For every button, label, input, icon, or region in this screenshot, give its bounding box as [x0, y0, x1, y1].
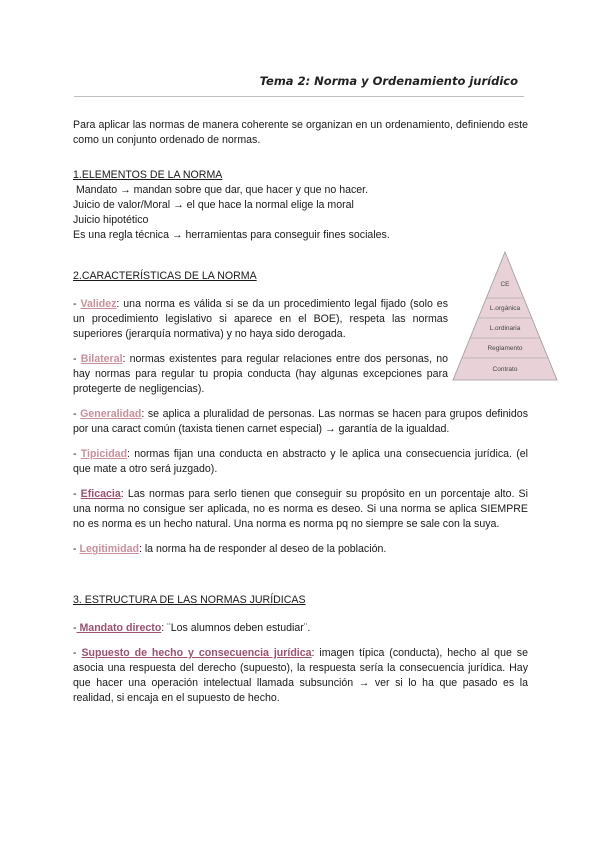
term-validez: Validez: [80, 298, 117, 310]
item-prefix: -: [73, 353, 81, 365]
term-supuesto-de-hecho: Supuesto de hecho y consecuencia jurídica: [81, 647, 312, 659]
characteristic-item: [73, 542, 528, 557]
characteristic-item: [73, 297, 448, 342]
section-3-title: 3. ESTRUCTURA DE LAS NORMAS JURÍDICAS: [73, 594, 306, 606]
term-bilateral: Bilateral: [80, 353, 123, 365]
pyramid-shape: [453, 252, 557, 380]
section-2-title: 2.CARACTERÍSTICAS DE LA NORMA: [73, 270, 257, 282]
characteristic-item: [73, 487, 528, 532]
structure-item: [73, 646, 528, 706]
term-eficacia: Eficacia: [80, 488, 121, 500]
item-text: : normas fijan una conducta en abstracto y le aplica una consecuencia jurídica. (el que mate a otro será juzgado).: [73, 448, 528, 475]
item-prefix: -: [73, 408, 81, 420]
document-body: [73, 118, 528, 706]
section-1-line: Mandato → mandan sobre que dar, que hacer y que no hacer.: [73, 184, 369, 196]
section-1-line: Es una regla técnica → herramientas para conseguir fines sociales.: [73, 229, 390, 241]
item-prefix: -: [73, 647, 82, 659]
item-text: : ¨Los alumnos deben estudiar¨.: [161, 622, 311, 634]
item-text: : normas existentes para regular relaciones entre dos personas, no hay normas para regular tu propia conducta (hay algunas excepciones para protegerte de negligencias).: [73, 353, 448, 395]
pyramid-level: CE: [500, 281, 510, 288]
item-text: : imagen típica (conducta), hecho al que se asocia una respuesta del derecho (supuesto), la respuesta sería la consecuencia jurídica. Hay que hacer una operación intelectual llamada subsunción → ver si lo ha que pasado es la realidad, si encaja en el supuesto de hecho.: [73, 647, 528, 704]
item-text: : se aplica a pluralidad de personas. Las normas se hacen para grupos definidos por una caract común (taxista tienen carnet especial) → garantía de la igualdad.: [73, 408, 528, 435]
item-prefix: -: [73, 543, 80, 555]
header-title: Tema 2: Norma y Ordenamiento jurídico: [259, 74, 518, 88]
item-text: : la norma ha de responder al deseo de la población.: [138, 543, 387, 555]
item-prefix: -: [73, 622, 77, 634]
item-prefix: -: [73, 298, 81, 310]
pyramid-level: L.ordinaria: [489, 325, 521, 332]
section-1-title: 1.ELEMENTOS DE LA NORMA: [73, 169, 223, 181]
intro-paragraph: Para aplicar las normas de manera coherente se organizan en un ordenamiento, definiendo este como un conjunto ordenado de normas.: [73, 119, 528, 146]
characteristic-item: [73, 447, 528, 477]
pyramid-level: Contrato: [492, 366, 518, 373]
structure-item: [73, 621, 528, 636]
item-prefix: -: [73, 448, 81, 460]
item-text: : una norma es válida si se da un procedimiento legal fijado (solo es un procedimiento legislativo si aparece en el BOE), respeta las normas superiores (jerarquía normativa) y no haya sido derogada.: [73, 298, 448, 340]
pyramid-level: L.orgánica: [489, 305, 521, 312]
term-mandato-directo: Mandato directo: [76, 622, 162, 634]
term-tipicidad: Tipicidad: [80, 448, 128, 460]
norm-hierarchy-pyramid: [450, 250, 560, 382]
item-text: : Las normas para serlo tienen que conseguir su propósito en un porcentaje alto. Si una norma no consigue ser aplicada, no es norma es deseo. Si una norma se aplica SIEMPRE no es norma es un hecho natural. Una norma es norma pq no siempre se sale con la suya.: [73, 488, 528, 530]
header-divider: [74, 96, 524, 97]
characteristic-item: [73, 407, 528, 437]
pyramid-level: Reglamento: [487, 345, 523, 352]
item-prefix: -: [73, 488, 81, 500]
characteristic-item: [73, 352, 448, 397]
section-1-line: Juicio hipotético: [73, 214, 149, 226]
term-generalidad: Generalidad: [80, 408, 142, 420]
term-legitimidad: Legitimidad: [79, 543, 139, 555]
section-1-line: Juicio de valor/Moral → el que hace la normal elige la moral: [73, 199, 354, 211]
